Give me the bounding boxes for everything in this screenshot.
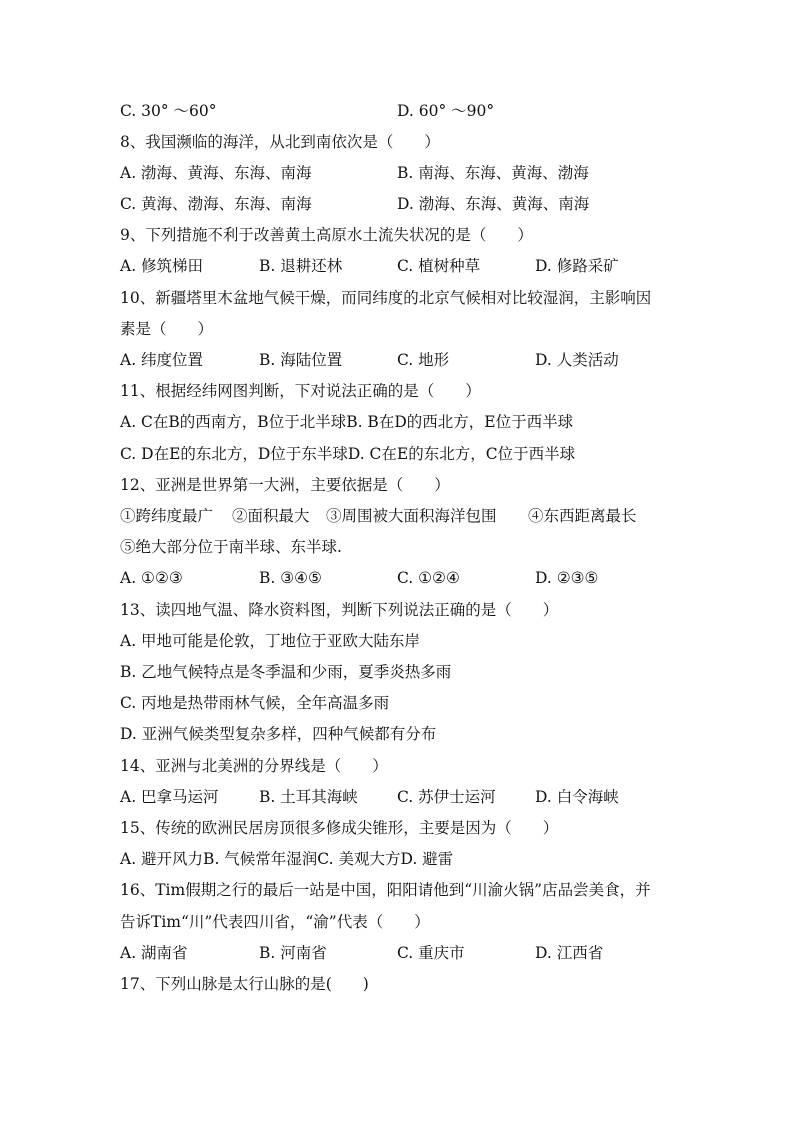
q12-statement-4: ④东西距离最长	[528, 507, 637, 525]
q11-options-row2: C. D在E的东北方，D位于东半球D. C在E的东北方，C位于西半球	[120, 445, 576, 463]
q16-option-b: B. 河南省	[259, 944, 327, 962]
q12-statement-3: ③周围被大面积海洋包围	[326, 507, 497, 525]
q16-option-c: C. 重庆市	[397, 944, 465, 962]
q9-option-b: B. 退耕还林	[259, 257, 343, 275]
q12-statement-5: ⑤绝大部分位于南半球、东半球.	[120, 538, 342, 556]
q13-option-a: A. 甲地可能是伦敦，丁地位于亚欧大陆东岸	[120, 632, 421, 650]
q8-stem: 8、我国濒临的海洋，从北到南依次是（ ）	[120, 133, 440, 151]
q9-option-d: D. 修路采矿	[535, 257, 619, 275]
q14-option-a: A. 巴拿马运河	[120, 788, 219, 806]
q10-option-a: A. 纬度位置	[120, 351, 204, 369]
q16-stem-line2: 告诉Tim“川”代表四川省，“渝”代表（ ）	[120, 913, 430, 931]
q15-options: A. 避开风力B. 气候常年湿润C. 美观大方D. 避雷	[120, 850, 454, 868]
q16-option-a: A. 湖南省	[120, 944, 188, 962]
q15-stem: 15、传统的欧洲民居房顶很多修成尖锥形，主要是因为（ ）	[120, 819, 559, 837]
q7-option-d: D. 60° ～90°	[397, 102, 495, 120]
q12-option-c: C. ①②④	[397, 569, 460, 587]
q16-option-d: D. 江西省	[535, 944, 604, 962]
q9-stem: 9、下列措施不利于改善黄土高原水土流失状况的是（ ）	[120, 226, 533, 244]
q10-option-d: D. 人类活动	[535, 351, 619, 369]
q8-option-c: C. 黄海、渤海、东海、南海	[120, 195, 312, 213]
q13-option-d: D. 亚洲气候类型复杂多样，四种气候都有分布	[120, 725, 437, 743]
q10-stem-line1: 10、新疆塔里木盆地气候干燥，而同纬度的北京气候相对比较湿润，主影响因	[120, 289, 652, 307]
q11-options-row1: A. C在B的西南方，B位于北半球B. B在D的西北方，E位于西半球	[120, 413, 574, 431]
q13-stem: 13、读四地气温、降水资料图，判断下列说法正确的是（ ）	[120, 601, 559, 619]
q9-option-a: A. 修筑梯田	[120, 257, 204, 275]
q12-option-d: D. ②③⑤	[535, 569, 599, 587]
q12-option-b: B. ③④⑤	[259, 569, 322, 587]
q8-option-b: B. 南海、东海、黄海、渤海	[397, 164, 589, 182]
q7-option-c: C. 30° ～60°	[120, 102, 217, 120]
q8-option-a: A. 渤海、黄海、东海、南海	[120, 164, 312, 182]
q13-option-b: B. 乙地气候特点是冬季温和少雨，夏季炎热多雨	[120, 663, 452, 681]
q16-stem-line1: 16、Tim假期之行的最后一站是中国，阳阳请他到“川渝火锅”店品尝美食，并	[120, 881, 651, 899]
q9-option-c: C. 植树种草	[397, 257, 481, 275]
q12-statement-1: ①跨纬度最广	[120, 507, 214, 525]
q10-option-b: B. 海陆位置	[259, 351, 343, 369]
q12-stem: 12、亚洲是世界第一大洲，主要依据是（ ）	[120, 476, 450, 494]
q10-option-c: C. 地形	[397, 351, 450, 369]
q14-option-d: D. 白令海峡	[535, 788, 619, 806]
q12-statement-2: ②面积最大	[232, 507, 310, 525]
q13-option-c: C. 丙地是热带雨林气候，全年高温多雨	[120, 694, 390, 712]
q12-option-a: A. ①②③	[120, 569, 183, 587]
q10-stem-line2: 素是（ ）	[120, 320, 214, 338]
q14-option-c: C. 苏伊士运河	[397, 788, 496, 806]
q17-stem: 17、下列山脉是太行山脉的是( )	[120, 975, 369, 993]
q8-option-d: D. 渤海、东海、黄海、南海	[397, 195, 590, 213]
q14-option-b: B. 土耳其海峡	[259, 788, 358, 806]
q11-stem: 11、根据经纬网图判断，下对说法正确的是（ ）	[120, 382, 481, 400]
q14-stem: 14、亚洲与北美洲的分界线是（ ）	[120, 757, 388, 775]
